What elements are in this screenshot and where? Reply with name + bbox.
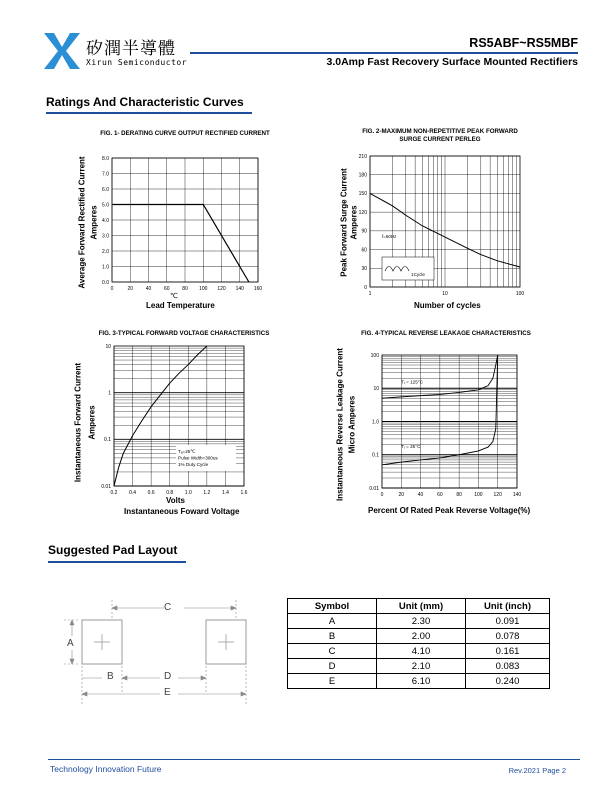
cell-symbol: D — [288, 659, 377, 674]
x-tick-label: 100 — [474, 492, 483, 498]
cell-mm: 2.30 — [377, 614, 466, 629]
fig4-title: FIG. 4-TYPICAL REVERSE LEAKAGE CHARACTERISTICS — [361, 330, 531, 337]
cell-symbol: B — [288, 629, 377, 644]
cell-mm: 4.10 — [377, 644, 466, 659]
y-tick-label: 0.0 — [102, 279, 109, 286]
x-tick-label: 80 — [456, 492, 462, 498]
y-tick-label: 1 — [108, 390, 111, 397]
x-tick-label: 20 — [398, 492, 405, 498]
y-tick-label: 60 — [361, 247, 367, 254]
fig2-annotation-cycle: 1Cycle — [411, 272, 425, 277]
x-tick-label: 10 — [442, 291, 448, 297]
cell-symbol: E — [288, 674, 377, 689]
footer-divider — [48, 759, 580, 760]
x-tick-label: 40 — [417, 492, 424, 498]
company-name-en: Xirun Semiconductor — [86, 58, 188, 67]
x-tick-label: 1 — [368, 291, 372, 297]
fig1-x-unit: ℃ — [170, 293, 178, 300]
y-tick-label: 30 — [361, 266, 367, 273]
table-row — [288, 644, 550, 659]
pad-dimension-table — [287, 598, 550, 689]
x-tick-label: 140 — [512, 492, 522, 498]
y-tick-label: 2.0 — [102, 248, 109, 255]
x-tick-label: 1.6 — [240, 490, 248, 496]
grid — [112, 158, 258, 282]
y-tick-label: 100 — [370, 352, 379, 359]
fig3-legend-item: Tₐ=25℃ — [178, 449, 196, 454]
footer-slogan: Technology Innovation Future — [50, 764, 162, 774]
fig3-yunit: Amperes — [87, 405, 97, 440]
x-tick-label: 60 — [163, 286, 170, 292]
fig2-xlabel: Number of cycles — [414, 301, 481, 310]
table-row — [288, 629, 550, 644]
y-tick-label: 5.0 — [102, 202, 109, 209]
dim-label-e: E — [164, 687, 171, 698]
fig2-ylabel: Peak Forward Surge Current — [339, 168, 349, 277]
table-row — [288, 659, 550, 674]
y-tick-label: 1.0 — [102, 264, 109, 271]
y-tick-label: 10 — [373, 386, 379, 393]
fig3-xlabel: Volts — [166, 496, 185, 505]
y-tick-label: 7.0 — [102, 171, 109, 178]
fig4-xlabel: Percent Of Rated Peak Reverse Voltage(%) — [368, 506, 531, 515]
table-header-row — [288, 599, 550, 614]
x-tick-label: 0.4 — [129, 490, 137, 496]
fig3-chart — [96, 340, 256, 500]
col-header-mm: Unit (mm) — [377, 599, 466, 614]
y-tick-label: 8.0 — [102, 155, 109, 162]
dim-label-a: A — [67, 638, 74, 649]
x-tick-label: 100 — [515, 291, 525, 297]
fig4-yunit: Micro Amperes — [347, 395, 357, 454]
company-logo-icon — [44, 33, 80, 69]
fig3-legend-item: 1% Duty Cycle — [178, 462, 209, 467]
cell-symbol: C — [288, 644, 377, 659]
fig1-yunit: Amperes — [89, 205, 99, 240]
document-subtitle: 3.0Amp Fast Recovery Surface Mounted Rectifiers — [326, 56, 578, 68]
company-name-cn: 矽潤半導體 — [86, 39, 176, 59]
y-tick-label: 0.01 — [369, 485, 379, 492]
x-tick-label: 0 — [110, 286, 114, 292]
cell-symbol: A — [288, 614, 377, 629]
y-tick-label: 0 — [364, 284, 367, 291]
y-tick-label: 4.0 — [102, 217, 109, 224]
x-tick-label: 0 — [380, 492, 384, 498]
fig2-title: FIG. 2-MAXIMUM NON-REPETITIVE PEAK FORWARD — [362, 128, 518, 135]
x-tick-label: 0.2 — [110, 490, 118, 496]
y-tick-label: 6.0 — [102, 186, 109, 193]
x-tick-label: 1.4 — [221, 490, 229, 496]
x-tick-label: 100 — [199, 286, 208, 292]
y-tick-label: 90 — [361, 228, 367, 235]
fig1-title: FIG. 1- DERATING CURVE OUTPUT RECTIFIED CURRENT — [100, 130, 270, 137]
dim-label-c: C — [164, 602, 172, 613]
cell-inch: 0.161 — [466, 644, 550, 659]
col-header-symbol: Symbol — [288, 599, 377, 614]
part-number: RS5ABF~RS5MBF — [469, 36, 578, 50]
cell-inch: 0.091 — [466, 614, 550, 629]
y-tick-label: 0.1 — [372, 452, 379, 459]
y-tick-label: 3.0 — [102, 233, 109, 240]
y-tick-label: 1.0 — [372, 419, 379, 426]
x-tick-label: 0.6 — [147, 490, 155, 496]
x-tick-label: 40 — [145, 286, 152, 292]
col-header-inch: Unit (inch) — [466, 599, 550, 614]
fig2-chart — [340, 148, 540, 300]
dim-label-b: B — [107, 671, 114, 682]
x-tick-label: 120 — [217, 286, 226, 292]
cell-inch: 0.083 — [466, 659, 550, 674]
x-tick-label: 80 — [182, 286, 188, 292]
fig3-ylabel: Instantaneous Forward Current — [73, 362, 83, 483]
fig2-annotation-freq: f=60Hz — [382, 234, 397, 239]
y-tick-label: 210 — [358, 153, 367, 160]
y-tick-label: 180 — [358, 172, 367, 179]
fig3-xlabel2: Instantaneous Foward Voltage — [124, 507, 240, 516]
section-title-ratings: Ratings And Characteristic Curves — [46, 95, 244, 109]
dim-label-d: D — [164, 671, 172, 682]
y-tick-label: 120 — [358, 209, 367, 216]
section-underline — [48, 561, 186, 563]
x-tick-label: 60 — [437, 492, 443, 498]
table-row — [288, 614, 550, 629]
y-tick-label: 10 — [105, 343, 111, 350]
fig4-series-label-25: Tⱼ = 25°C — [401, 443, 421, 449]
fig4-ylabel: Instantaneous Reverse Leakage Current — [335, 348, 345, 501]
x-tick-label: 160 — [253, 286, 263, 292]
x-tick-label: 140 — [235, 286, 244, 292]
x-tick-label: 0.8 — [166, 490, 174, 496]
section-title-pad-layout: Suggested Pad Layout — [48, 543, 178, 557]
y-tick-label: 0.01 — [101, 483, 111, 490]
table-row — [288, 674, 550, 689]
fig2-yunit: Amperes — [349, 205, 359, 240]
y-tick-label: 150 — [358, 191, 367, 198]
fig2-title-line2: SURGE CURRENT PERLEG — [399, 136, 481, 143]
fig3-title: FIG. 3-TYPICAL FORWARD VOLTAGE CHARACTERISTICS — [98, 330, 270, 337]
x-tick-label: 1.2 — [203, 490, 211, 496]
x-tick-label: 120 — [493, 492, 502, 498]
cell-mm: 2.10 — [377, 659, 466, 674]
cell-mm: 6.10 — [377, 674, 466, 689]
fig4-chart — [354, 345, 529, 500]
header-divider — [190, 52, 578, 54]
x-tick-label: 1.0 — [184, 490, 192, 496]
y-tick-label: 0.1 — [104, 437, 111, 444]
fig4-series-label-125: Tⱼ = 125°C — [401, 379, 423, 385]
series-line — [112, 205, 249, 283]
fig1-ylabel: Average Forward Rectified Current — [77, 156, 87, 289]
fig3-legend-item: Pulse Width=300us — [178, 455, 218, 461]
cell-mm: 2.00 — [377, 629, 466, 644]
section-underline — [46, 112, 252, 114]
footer-page-info: Rev.2021 Page 2 — [508, 766, 566, 775]
cell-inch: 0.078 — [466, 629, 550, 644]
fig1-xlabel: Lead Temperature — [146, 301, 215, 310]
cell-inch: 0.240 — [466, 674, 550, 689]
x-tick-label: 20 — [127, 286, 134, 292]
